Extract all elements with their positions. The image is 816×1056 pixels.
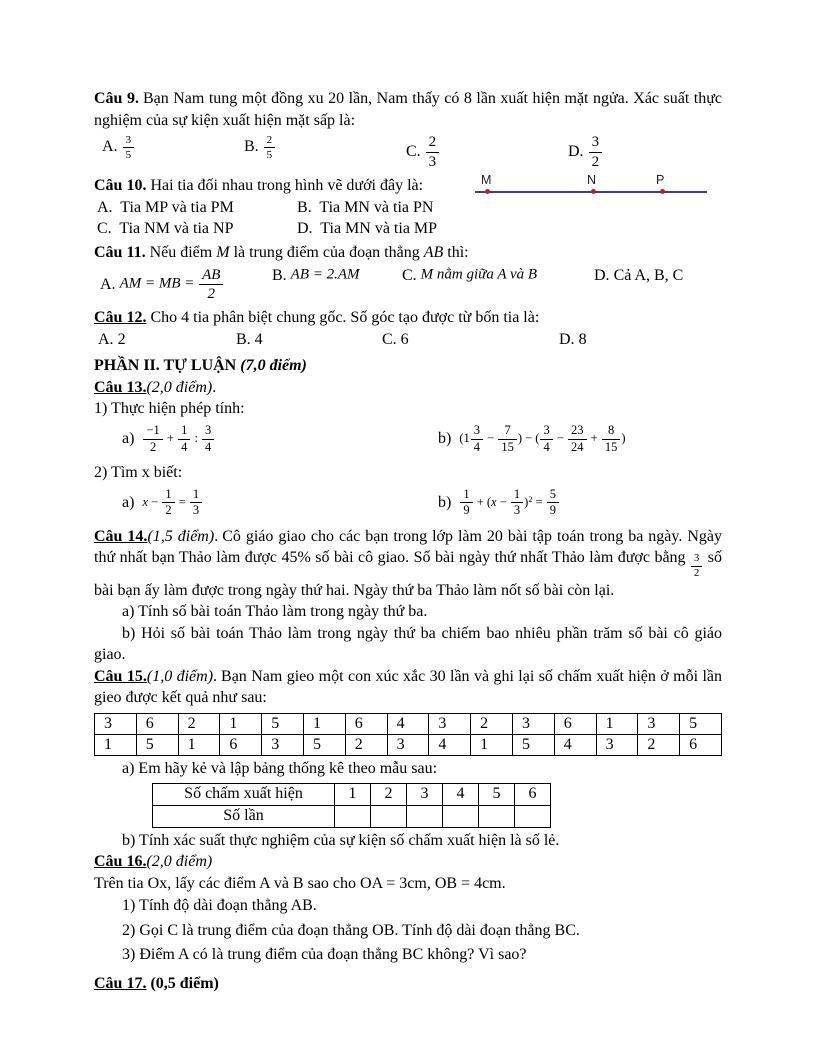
question-16-points: (2,0 điểm) [146, 853, 213, 871]
ray-diagram [475, 173, 707, 201]
table-cell: 1 [335, 783, 371, 805]
math-expression [459, 486, 560, 518]
numerator: 7 [498, 424, 517, 440]
option-d [559, 331, 587, 349]
numerator: 1 [178, 424, 190, 440]
question-11-body: là trung điểm của đoạn thẳng [229, 243, 424, 261]
numerator: 1 [511, 488, 523, 504]
option-key: B. [244, 138, 259, 156]
math-text: (1 [459, 430, 470, 445]
question-15 [94, 666, 722, 851]
frequency-table [152, 783, 551, 828]
question-10-options [97, 197, 722, 240]
table-cell: 6 [554, 714, 596, 735]
denominator: 5 [125, 149, 132, 162]
question-14-points: (1,5 điểm) [147, 527, 215, 545]
denominator: 2 [694, 567, 700, 579]
denominator: 4 [205, 439, 212, 454]
math-text: ) [524, 494, 529, 509]
question-15-points: (1,0 điểm) [146, 667, 214, 685]
math-text: = [175, 494, 189, 509]
fraction [497, 424, 518, 455]
option-key: C. [406, 143, 421, 161]
denominator: 4 [473, 439, 480, 454]
fraction [161, 488, 175, 519]
diagram-point-label-p: P [656, 173, 665, 188]
question-15-item-a: a) Em hãy kẻ và lập bảng thống kê theo mẫu sau: [122, 760, 438, 778]
question-14 [94, 526, 722, 666]
period: . [213, 667, 218, 685]
question-17-points: (0,5 điểm) [146, 975, 219, 993]
math-text: x [491, 494, 497, 509]
question-9-label: Câu 9. [94, 90, 139, 107]
option-text: Cả A, B, C [613, 266, 684, 284]
math-text: − [484, 430, 498, 445]
math-text: + [587, 430, 601, 445]
fraction [470, 424, 484, 455]
math-expression [459, 422, 626, 454]
math-text: x [142, 494, 148, 509]
fraction [263, 134, 277, 161]
table-cell: 1 [471, 735, 513, 756]
question-14-item-a: a) Tính số bài toán Thảo làm trong ngày thứ ba. [122, 603, 428, 621]
numerator: 5 [547, 488, 559, 504]
question-9-text [94, 88, 722, 131]
option-text: 6 [400, 331, 409, 349]
question-16-label: Câu 16. [94, 853, 147, 871]
question-11-body: Nếu điểm [149, 243, 217, 261]
table-cell: 1 [596, 714, 638, 735]
table-row [95, 714, 722, 735]
question-9-options [94, 134, 722, 171]
item-key: b) [438, 429, 452, 447]
question-16-header [94, 851, 722, 873]
question-17-label: Câu 17. [94, 975, 147, 993]
question-11 [94, 242, 722, 307]
option-a [97, 197, 297, 219]
denominator: 15 [501, 439, 514, 454]
question-16-intro: Trên tia Ox, lấy các điểm A và B sao cho OA = 3cm, OB = 4cm. [94, 874, 506, 892]
math-expression [142, 422, 215, 454]
math-expression [142, 486, 203, 518]
table-cell: 3 [512, 714, 554, 735]
table-cell: 4 [387, 714, 429, 735]
question-13 [94, 377, 722, 526]
fraction [690, 553, 703, 579]
part-2-title: PHẦN II. TỰ LUẬN [94, 357, 241, 375]
question-15-item-b: b) Tính xác suất thực nghiệm của sự kiện số chấm xuất hiện là số lẻ. [122, 831, 560, 849]
question-14-text [94, 526, 722, 602]
fraction [601, 424, 622, 455]
table-cell: 3 [638, 714, 680, 735]
denominator: 3 [428, 153, 437, 170]
question-16-item-2: 2) Gọi C là trung điểm của đoạn thẳng OB. Tính độ dài đoạn thẳng BC. [122, 921, 580, 939]
question-14-body: Cô giáo giao cho các bạn trong lớp làm 20 bài tập toán trong ba ngày. Ngày thứ nhất bạn Thảo làm được 45% số bài cô giao. Số bài ngày thứ nhất Thảo làm được bằng [94, 527, 723, 567]
table-cell: 3 [262, 735, 304, 756]
exercise-a [122, 424, 215, 455]
question-12-text [94, 307, 722, 329]
question-10-body: Hai tia đối nhau trong hình vẽ dưới đây là: [150, 177, 424, 195]
option-key: D. [297, 220, 313, 238]
option-c [402, 267, 537, 286]
question-9-body: Bạn Nam tung một đồng xu 20 lần, Nam thấy có 8 lần xuất hiện mặt ngửa. Xác suất thực nghiệm của sự kiện xuất hiện mặt sấp là: [94, 90, 722, 129]
question-13-item-1: 1) Thực hiện phép tính: [94, 400, 245, 418]
question-12 [94, 307, 722, 354]
option-key: D. [594, 266, 610, 284]
option-text: 2 [117, 331, 126, 349]
option-key: C. [97, 220, 112, 238]
table-row [153, 805, 551, 827]
table-cell: Số chấm xuất hiện [153, 783, 335, 805]
question-15-label: Câu 15. [94, 667, 147, 685]
option-key: B. [297, 198, 312, 216]
exponent: 2 [528, 494, 533, 504]
question-13-header [94, 377, 722, 399]
question-15-text [94, 666, 722, 709]
table-cell [479, 805, 515, 827]
diagram-point-label-m: M [481, 173, 492, 188]
math-text: AB = 2.AM [290, 266, 360, 283]
question-16-item-3: 3) Điểm A có là trung điểm của đoạn thẳng BC không? Vì sao? [122, 945, 527, 963]
denominator: 3 [513, 503, 521, 518]
option-key: D. [559, 331, 575, 349]
fraction [546, 488, 560, 519]
table-row [153, 783, 551, 805]
option-text: Tia MN và tia MP [320, 220, 438, 238]
question-14-body: số bài bạn ấy làm được trong ngày thứ hai. Ngày thứ ba Thảo làm nốt số bài còn lại. [94, 549, 723, 599]
denominator: 9 [549, 503, 556, 518]
part-2-points: (7,0 điểm) [240, 357, 307, 375]
denominator: 2 [165, 503, 172, 518]
fraction [510, 488, 524, 519]
math-expression [421, 268, 537, 284]
numerator: 1 [190, 488, 202, 504]
math-text: + [163, 430, 178, 445]
option-c [382, 331, 409, 349]
math-text: + ( [473, 494, 492, 509]
table-cell: 3 [407, 783, 443, 805]
denominator: 4 [543, 439, 550, 454]
table-cell: 4 [443, 783, 479, 805]
table-cell: 2 [471, 714, 513, 735]
option-b [272, 267, 360, 286]
question-12-body: Cho 4 tia phân biệt chung gốc. Số góc tạo được từ bốn tia là: [150, 308, 540, 326]
fraction [425, 134, 441, 170]
table-cell: 6 [515, 783, 551, 805]
option-d [568, 134, 603, 170]
math-expression [119, 266, 225, 303]
denominator: 5 [266, 149, 273, 162]
fraction [567, 424, 588, 455]
point-m: M [216, 243, 230, 261]
diagram-dot-p [660, 189, 665, 194]
table-cell: 4 [429, 735, 471, 756]
math-text: − [553, 430, 567, 445]
dice-results-table [94, 713, 722, 756]
fraction [201, 424, 215, 455]
exercise-b [438, 424, 625, 455]
numerator: 3 [202, 424, 214, 440]
question-14-item-b: b) Hỏi số bài toán Thảo làm trong ngày thứ ba chiếm bao nhiêu phần trăm số bài cô giáo giao. [94, 624, 722, 664]
option-key: B. [272, 267, 287, 285]
question-16-item-1: 1) Tính độ dài đoạn thẳng AB. [122, 897, 317, 915]
period: . [214, 527, 219, 545]
table-cell: 2 [371, 783, 407, 805]
denominator: 2 [591, 153, 600, 170]
question-15-body: Bạn Nam gieo một con xúc xắc 30 lần và ghi lại số chấm xuất hiện ở mỗi lần gieo được kết quả như sau: [94, 667, 723, 707]
item-key: b) [438, 493, 452, 511]
table-cell: 1 [95, 735, 137, 756]
table-cell: Số lần [153, 805, 335, 827]
fraction [122, 134, 136, 161]
option-a [98, 331, 126, 349]
option-c [406, 134, 440, 170]
question-13-math-row-1 [94, 422, 722, 462]
question-14-label: Câu 14. [94, 527, 148, 545]
question-13-item-2: 2) Tìm x biết: [94, 463, 183, 481]
question-13-math-row-2 [94, 486, 722, 526]
question-13-label: Câu 13. [94, 378, 147, 396]
math-text: − [496, 494, 510, 509]
table-cell: 1 [220, 714, 262, 735]
math-text: AM = MB = [119, 275, 199, 292]
denominator: 4 [181, 439, 188, 454]
option-text: 8 [578, 331, 587, 349]
table-cell: 3 [429, 714, 471, 735]
question-11-options [94, 267, 722, 307]
option-text: 4 [254, 331, 263, 349]
question-11-label: Câu 11. [94, 243, 146, 261]
table-cell: 5 [136, 735, 178, 756]
exercise-b [438, 488, 560, 519]
math-expression [122, 134, 136, 162]
option-text: Tia MN và tia PN [319, 198, 434, 216]
question-11-text [94, 242, 722, 264]
denominator: 3 [192, 503, 200, 518]
math-expression [291, 268, 360, 284]
table-cell: 3 [596, 735, 638, 756]
table-cell: 3 [387, 735, 429, 756]
question-12-label: Câu 12. [94, 308, 147, 326]
denominator: 2 [207, 286, 216, 303]
numerator: 2 [264, 134, 276, 148]
period: . [212, 378, 217, 396]
numerator: −1 [143, 424, 162, 440]
table-cell: 3 [95, 714, 137, 735]
item-key: a) [122, 493, 135, 511]
math-text: − [148, 494, 162, 509]
question-10-label: Câu 10. [94, 177, 147, 195]
numerator: 3 [471, 424, 483, 440]
denominator: 2 [149, 439, 157, 454]
table-cell: 6 [136, 714, 178, 735]
denominator: 24 [571, 439, 584, 454]
segment-ab: AB [423, 243, 444, 261]
table-cell: 5 [479, 783, 515, 805]
option-d [297, 218, 722, 240]
table-cell [371, 805, 407, 827]
math-expression [588, 134, 604, 170]
table-cell [443, 805, 479, 827]
diagram-dot-n [591, 189, 596, 194]
option-text: Tia MP và tia PM [120, 198, 234, 216]
option-key: A. [97, 198, 113, 216]
math-text: ) − ( [517, 430, 540, 445]
denominator: 9 [463, 503, 470, 518]
numerator: 3 [589, 134, 603, 153]
math-text: = [532, 494, 546, 509]
numerator: 2 [426, 134, 440, 153]
table-cell [335, 805, 371, 827]
math-text: M nằm giữa A và B [420, 266, 538, 283]
table-cell [515, 805, 551, 827]
numerator: AB [199, 267, 223, 286]
fraction [142, 424, 163, 455]
table-cell: 6 [220, 735, 262, 756]
table-cell: 6 [680, 735, 722, 756]
question-12-options [94, 331, 722, 353]
option-key: C. [382, 331, 397, 349]
numerator: 23 [568, 424, 587, 440]
numerator: 1 [460, 488, 472, 504]
table-cell: 2 [638, 735, 680, 756]
fraction [189, 488, 203, 519]
table-cell: 1 [303, 714, 345, 735]
diagram-point-label-n: N [587, 173, 597, 188]
option-key: A. [98, 331, 114, 349]
option-b [236, 331, 263, 349]
fraction [198, 267, 224, 303]
table-cell: 2 [178, 714, 220, 735]
numerator: 1 [162, 488, 174, 504]
table-cell: 5 [262, 714, 304, 735]
numerator: 3 [123, 134, 135, 148]
option-key: A. [102, 138, 118, 156]
denominator: 15 [604, 439, 618, 454]
question-13-points: (2,0 điểm) [146, 378, 213, 396]
table-cell: 5 [680, 714, 722, 735]
option-key: A. [100, 275, 116, 293]
option-b [244, 134, 276, 161]
math-expression [690, 553, 703, 579]
question-11-body: thì: [443, 243, 469, 261]
part-2-heading [94, 355, 722, 377]
diagram-dot-m [485, 189, 490, 194]
question-17 [94, 973, 722, 995]
fraction [588, 134, 604, 170]
option-key: D. [568, 143, 584, 161]
table-cell [407, 805, 443, 827]
fraction [539, 424, 553, 455]
table-cell: 1 [178, 735, 220, 756]
option-key: C. [402, 267, 417, 285]
question-9 [94, 88, 722, 171]
table-cell: 5 [512, 735, 554, 756]
table-cell: 5 [303, 735, 345, 756]
table-cell: 2 [345, 735, 387, 756]
option-text: Tia NM và tia NP [119, 220, 234, 238]
math-text: : [191, 430, 202, 445]
item-key: a) [122, 429, 135, 447]
math-expression [425, 134, 441, 170]
fraction [177, 424, 191, 455]
math-expression [263, 134, 277, 162]
option-a [100, 267, 224, 303]
option-c [97, 218, 297, 240]
option-d [594, 267, 683, 285]
math-text: ) [621, 430, 626, 445]
option-a [102, 134, 135, 161]
fraction [459, 488, 473, 519]
table-cell: 6 [345, 714, 387, 735]
numerator: 8 [602, 424, 621, 440]
numerator: 3 [691, 553, 702, 567]
question-16 [94, 851, 722, 967]
question-10 [94, 175, 722, 240]
table-row [95, 735, 722, 756]
numerator: 3 [540, 424, 552, 440]
table-cell: 4 [554, 735, 596, 756]
exercise-a [122, 488, 203, 519]
option-key: B. [236, 331, 251, 349]
